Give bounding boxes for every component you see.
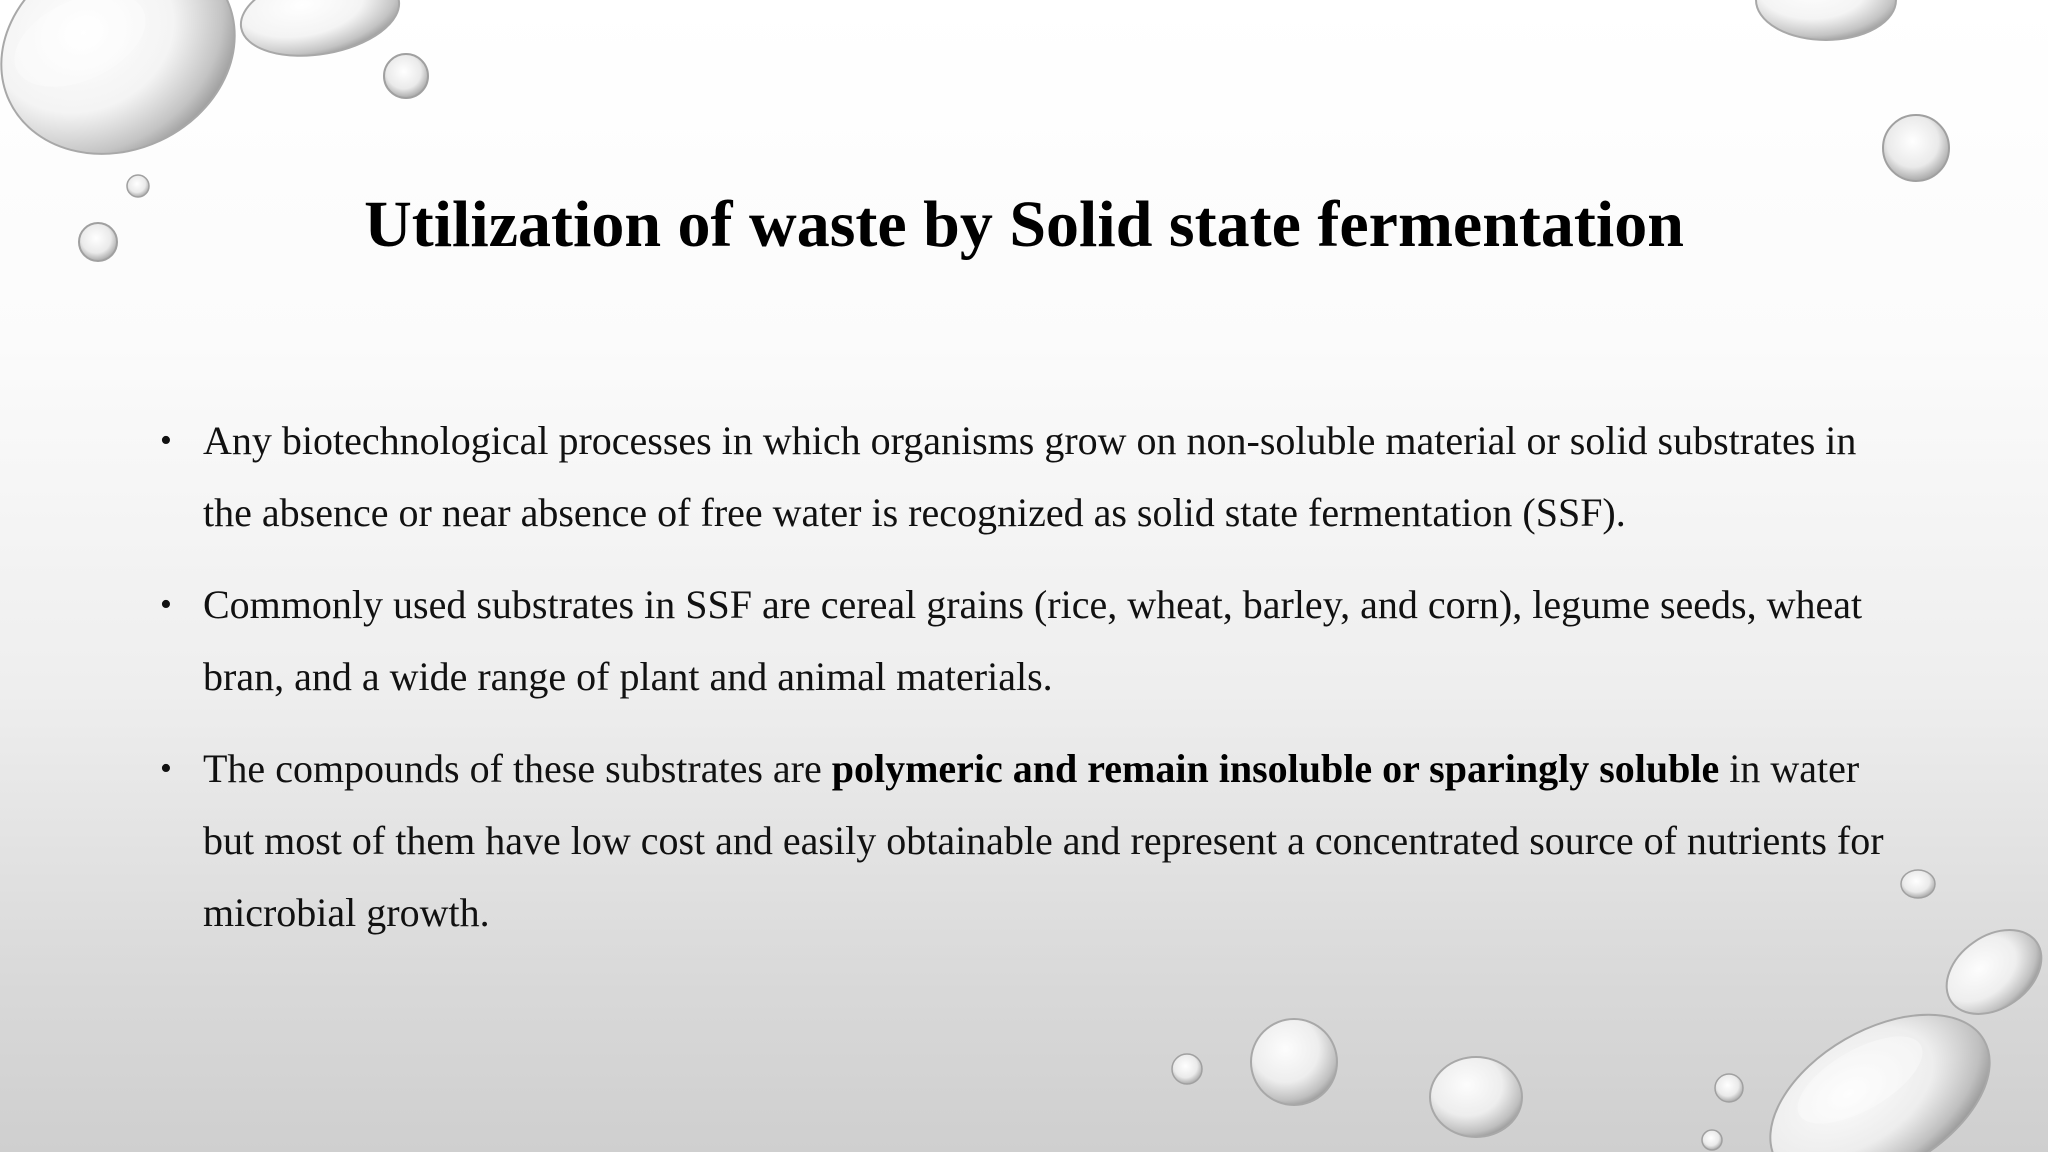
drop-bottom-large xyxy=(1430,1057,1522,1137)
bullet-list xyxy=(160,405,1900,969)
slide-title: Utilization of waste by Solid state fermentation xyxy=(364,188,1684,261)
bullet-item-substrates xyxy=(160,569,1900,713)
bullet-item-compounds xyxy=(160,733,1900,949)
bullet-text-start: The compounds of these substrates are xyxy=(203,746,832,791)
bullet-text: Commonly used substrates in SSF are cereal grains (rice, wheat, barley, and corn), legume seeds, wheat bran, and a wide range of plant and animal materials. xyxy=(203,582,1863,699)
drop-right-tiny xyxy=(1901,870,1935,898)
drop-bottom-right-tiny xyxy=(1715,1074,1743,1102)
bullet-marker: • xyxy=(160,422,172,459)
drop-bottom-right-small xyxy=(1702,1130,1722,1150)
drop-bottom-tiny xyxy=(1172,1054,1202,1084)
drop-right-medium xyxy=(1931,913,2048,1032)
drop-top-left-small xyxy=(384,54,428,98)
drop-top-right-large xyxy=(1756,0,1896,40)
bullet-text-end: in water but most of them have low cost and easily obtainable and represent a concentrated source of nutrients for microbial growth. xyxy=(203,746,1884,935)
bullet-marker: • xyxy=(160,586,172,623)
drop-top-left-large xyxy=(0,0,269,191)
bullet-item-ssf-definition xyxy=(160,405,1900,549)
bullet-text-bold: polymeric and remain insoluble or sparingly soluble xyxy=(831,746,1720,791)
drop-bottom-medium xyxy=(1251,1019,1337,1105)
bullet-text: Any biotechnological processes in which organisms grow on non-soluble material or solid substrates in the absence or near absence of free water is recognized as solid state fermentation (SSF). xyxy=(203,418,1857,535)
drop-top-right-small xyxy=(1883,115,1949,181)
bullet-marker: • xyxy=(160,750,172,787)
drop-top-left-medium xyxy=(234,0,405,67)
